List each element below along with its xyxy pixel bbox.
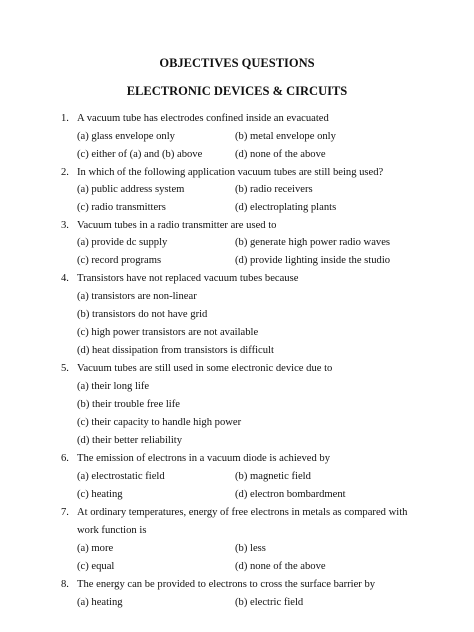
- option-c: (c) either of (a) and (b) above: [77, 149, 203, 160]
- question-text: A vacuum tube has electrodes confined inside an evacuated: [77, 113, 329, 124]
- option-a: (a) their long life: [77, 381, 150, 392]
- option-b: (b) magnetic field: [235, 471, 311, 482]
- option-a: (a) provide dc supply: [77, 237, 168, 248]
- question-text: Transistors have not replaced vacuum tubes because: [77, 273, 299, 284]
- question-text: Vacuum tubes in a radio transmitter are used to: [77, 220, 277, 231]
- option-c: (c) equal: [77, 561, 115, 572]
- option-a: (a) public address system: [77, 184, 185, 195]
- option-c: (c) their capacity to handle high power: [77, 417, 242, 428]
- option-b: (b) radio receivers: [235, 184, 313, 195]
- option-a: (a) more: [77, 543, 114, 554]
- option-c: (c) heating: [77, 489, 123, 500]
- option-d: (d) none of the above: [235, 149, 326, 160]
- option-d: (d) heat dissipation from transistors is difficult: [77, 345, 274, 356]
- question-number: 3.: [61, 220, 69, 231]
- option-c: (c) radio transmitters: [77, 202, 166, 213]
- option-c: (c) high power transistors are not available: [77, 327, 259, 338]
- option-c: (c) record programs: [77, 255, 162, 266]
- option-b: (b) generate high power radio waves: [235, 237, 391, 248]
- option-b: (b) electric field: [235, 597, 304, 608]
- question-text-continued: work function is: [77, 525, 147, 536]
- option-a: (a) glass envelope only: [77, 131, 175, 142]
- option-b: (b) metal envelope only: [235, 131, 336, 142]
- option-d: (d) provide lighting inside the studio: [235, 255, 391, 266]
- question-text: In which of the following application vacuum tubes are still being used?: [77, 167, 384, 178]
- question-number: 4.: [61, 273, 69, 284]
- question-text: At ordinary temperatures, energy of free electrons in metals as compared with: [77, 507, 408, 518]
- question-number: 1.: [61, 113, 69, 124]
- question-text: Vacuum tubes are still used in some electronic device due to: [77, 363, 333, 374]
- option-b: (b) less: [235, 543, 266, 554]
- question-number: 6.: [61, 453, 69, 464]
- option-d: (d) electron bombardment: [235, 489, 346, 500]
- option-b: (b) their trouble free life: [77, 399, 180, 410]
- question-text: The emission of electrons in a vacuum diode is achieved by: [77, 453, 330, 464]
- option-a: (a) electrostatic field: [77, 471, 165, 482]
- option-d: (d) none of the above: [235, 561, 326, 572]
- question-number: 8.: [61, 579, 69, 590]
- question-number: 7.: [61, 507, 69, 518]
- option-b: (b) transistors do not have grid: [77, 309, 208, 320]
- question-text: The energy can be provided to electrons to cross the surface barrier by: [77, 579, 376, 590]
- question-number: 5.: [61, 363, 69, 374]
- doc-subtitle: ELECTRONIC DEVICES & CIRCUITS: [126, 84, 348, 98]
- option-d: (d) their better reliability: [77, 435, 183, 446]
- option-a: (a) heating: [77, 597, 123, 608]
- option-a: (a) transistors are non-linear: [77, 291, 197, 302]
- doc-title: OBJECTIVES QUESTIONS: [159, 56, 315, 70]
- option-d: (d) electroplating plants: [235, 202, 337, 213]
- question-number: 2.: [61, 167, 69, 178]
